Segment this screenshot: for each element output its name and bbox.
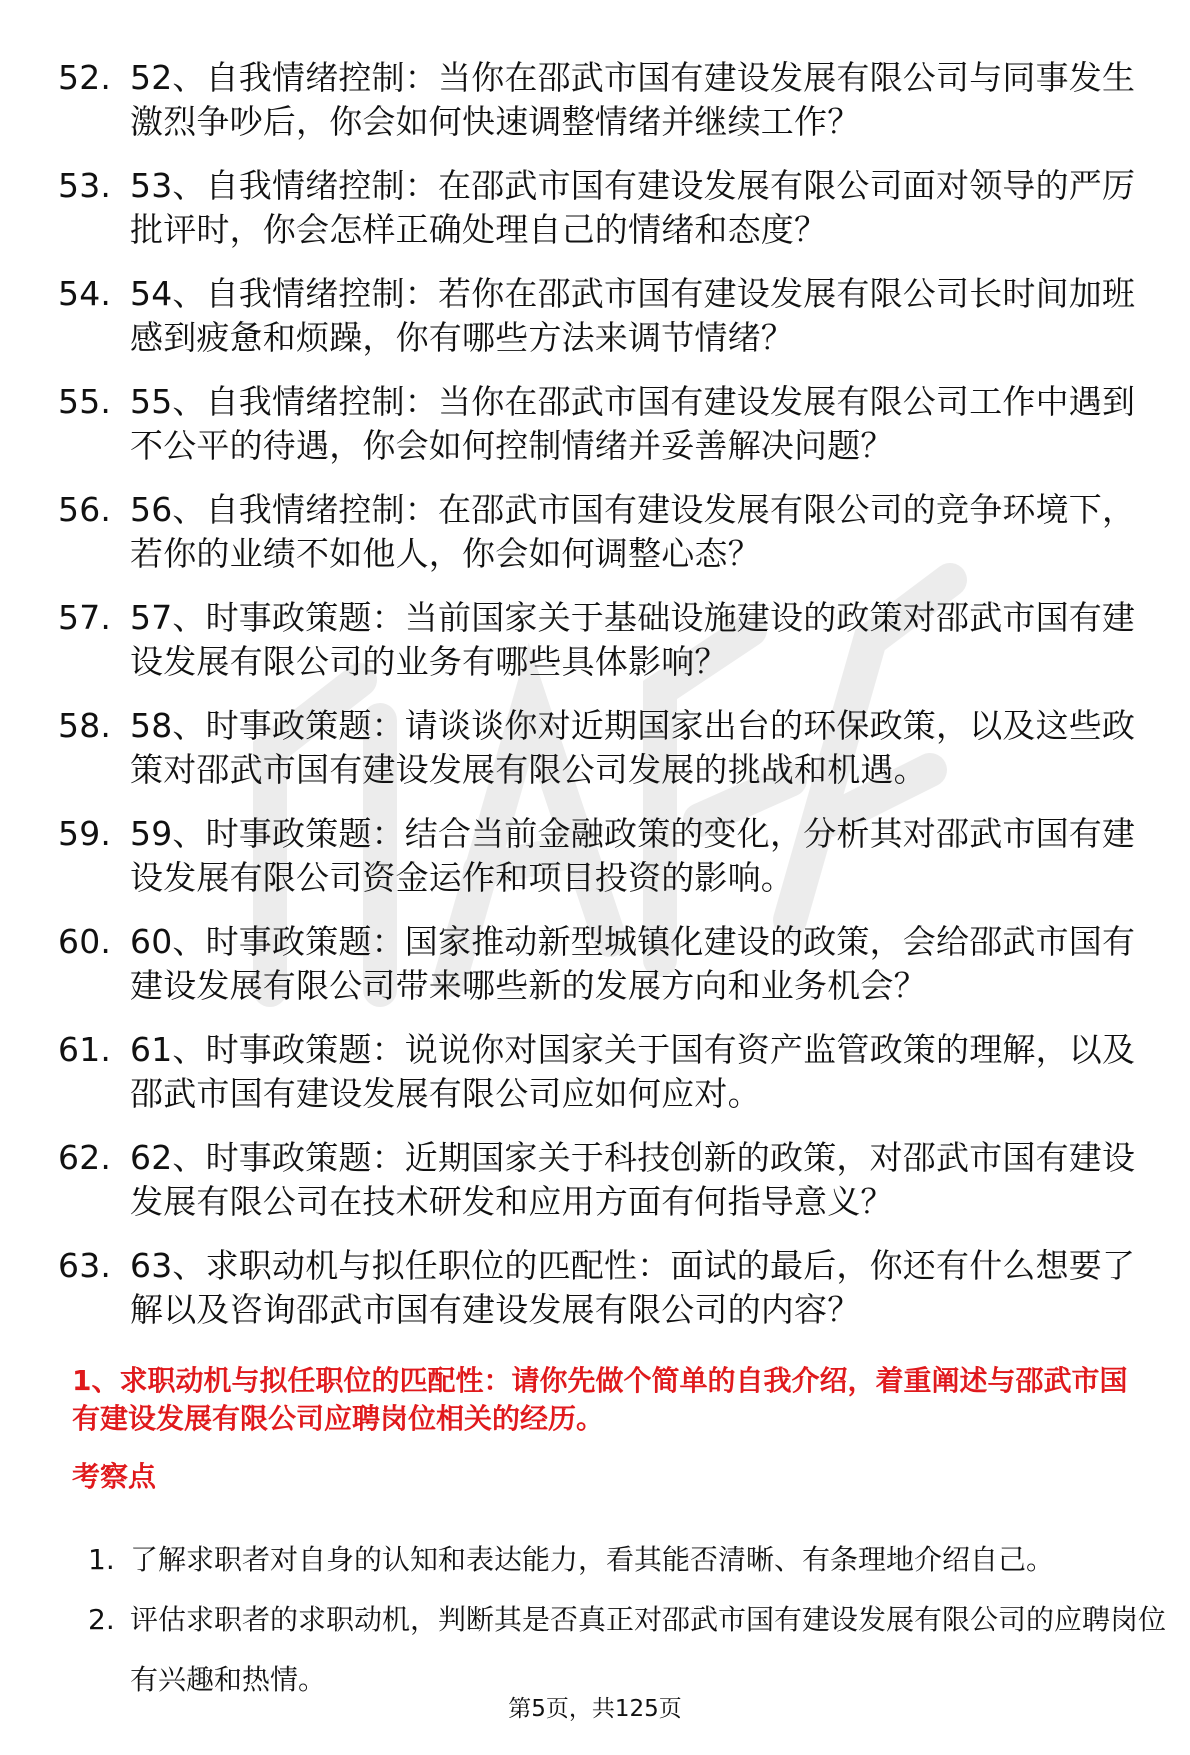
question-item <box>58 596 1158 684</box>
subheading-assessment-points: 考察点 <box>72 1460 157 1493</box>
assessment-point <box>88 1530 1168 1590</box>
question-text: 59、时事政策题：结合当前金融政策的变化，分析其对邵武市国有建设发展有限公司资金运作和项目投资的影响。 <box>130 814 1136 897</box>
question-item <box>58 380 1158 468</box>
question-number: 63. <box>58 1246 112 1285</box>
question-number: 53. <box>58 166 112 205</box>
question-text: 58、时事政策题：请谈谈你对近期国家出台的环保政策，以及这些政策对邵武市国有建设发展有限公司发展的挑战和机遇。 <box>130 706 1136 789</box>
question-number: 52. <box>58 58 112 97</box>
question-number: 62. <box>58 1138 112 1177</box>
question-item <box>58 1136 1158 1224</box>
question-text: 57、时事政策题：当前国家关于基础设施建设的政策对邵武市国有建设发展有限公司的业务有哪些具体影响？ <box>130 598 1136 681</box>
question-text: 53、自我情绪控制：在邵武市国有建设发展有限公司面对领导的严厉批评时，你会怎样正确处理自己的情绪和态度？ <box>130 166 1136 249</box>
section-title: 1、求职动机与拟任职位的匹配性：请你先做个简单的自我介绍，着重阐述与邵武市国有建设发展有限公司应聘岗位相关的经历。 <box>72 1364 1128 1435</box>
question-text: 60、时事政策题：国家推动新型城镇化建设的政策，会给邵武市国有建设发展有限公司带来哪些新的发展方向和业务机会？ <box>130 922 1136 1005</box>
assessment-point-text: 评估求职者的求职动机，判断其是否真正对邵武市国有建设发展有限公司的应聘岗位有兴趣和热情。 <box>130 1603 1167 1696</box>
question-item <box>58 488 1158 576</box>
page-footer: 第5页，共125页 <box>508 1696 682 1722</box>
question-number: 57. <box>58 598 112 637</box>
question-text: 56、自我情绪控制：在邵武市国有建设发展有限公司的竞争环境下，若你的业绩不如他人，你会如何调整心态？ <box>130 490 1136 573</box>
question-text: 62、时事政策题：近期国家关于科技创新的政策，对邵武市国有建设发展有限公司在技术研发和应用方面有何指导意义？ <box>130 1138 1136 1221</box>
assessment-points-list <box>88 1530 1168 1710</box>
question-item <box>58 704 1158 792</box>
question-number: 54. <box>58 274 112 313</box>
question-number: 56. <box>58 490 112 529</box>
question-text: 63、求职动机与拟任职位的匹配性：面试的最后，你还有什么想要了解以及咨询邵武市国有建设发展有限公司的内容？ <box>130 1246 1136 1329</box>
question-text: 54、自我情绪控制：若你在邵武市国有建设发展有限公司长时间加班感到疲惫和烦躁，你有哪些方法来调节情绪？ <box>130 274 1136 357</box>
question-number: 61. <box>58 1030 112 1069</box>
question-item <box>58 1028 1158 1116</box>
question-item <box>58 920 1158 1008</box>
question-text: 52、自我情绪控制：当你在邵武市国有建设发展有限公司与同事发生激烈争吵后，你会如何快速调整情绪并继续工作？ <box>130 58 1136 141</box>
assessment-point-text: 了解求职者对自身的认知和表达能力，看其能否清晰、有条理地介绍自己。 <box>130 1543 1055 1576</box>
question-list <box>58 56 1158 1352</box>
assessment-point-number: 2. <box>88 1603 115 1636</box>
question-item <box>58 812 1158 900</box>
assessment-point <box>88 1590 1168 1710</box>
assessment-point-number: 1. <box>88 1543 115 1576</box>
question-text: 55、自我情绪控制：当你在邵武市国有建设发展有限公司工作中遇到不公平的待遇，你会如何控制情绪并妥善解决问题？ <box>130 382 1136 465</box>
question-item <box>58 164 1158 252</box>
question-number: 55. <box>58 382 112 421</box>
question-number: 60. <box>58 922 112 961</box>
question-text: 61、时事政策题：说说你对国家关于国有资产监管政策的理解，以及邵武市国有建设发展有限公司应如何应对。 <box>130 1030 1136 1113</box>
question-item <box>58 1244 1158 1332</box>
question-item <box>58 272 1158 360</box>
question-number: 58. <box>58 706 112 745</box>
question-number: 59. <box>58 814 112 853</box>
question-item <box>58 56 1158 144</box>
